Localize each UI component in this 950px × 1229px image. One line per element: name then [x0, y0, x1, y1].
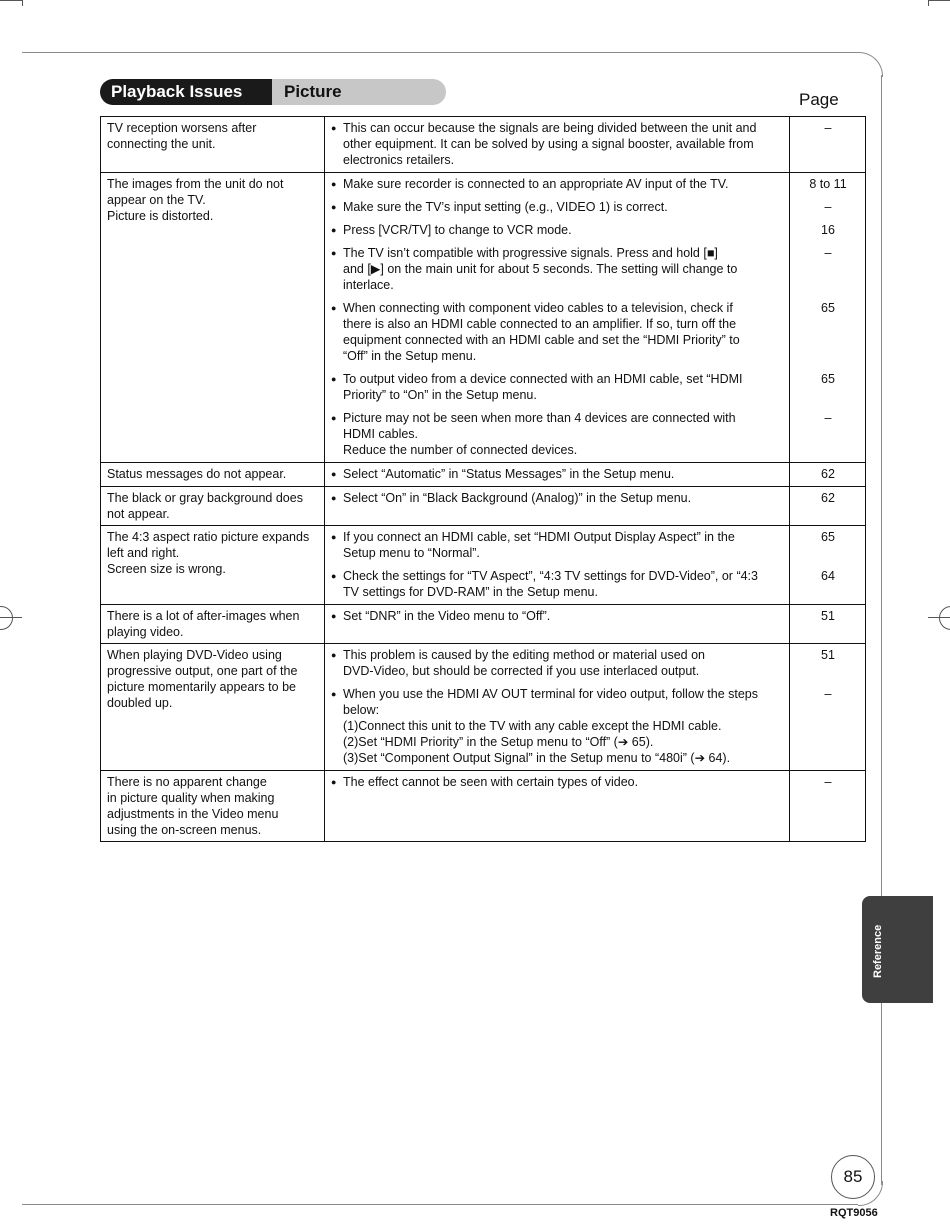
page-reference: 8 to 11	[809, 177, 847, 191]
issue-text: playing video.	[107, 625, 184, 639]
page-reference: 16	[821, 223, 835, 237]
page-reference: 65	[821, 372, 835, 386]
page-reference: 65	[821, 530, 835, 544]
issue-text: TV reception worsens after	[107, 121, 257, 135]
solution-text: (2)Set “HDMI Priority” in the Setup menu to “Off” (➔ 65).	[343, 735, 654, 749]
solution-item	[331, 120, 784, 168]
page-ref-cell	[790, 526, 866, 605]
solution-cell	[325, 771, 790, 842]
solution-item	[331, 300, 784, 364]
page-frame-corner	[858, 52, 883, 77]
crop-mark	[0, 0, 22, 1]
issue-text: picture momentarily appears to be	[107, 680, 296, 694]
issue-cell	[101, 463, 325, 487]
solution-text: TV settings for DVD-RAM” in the Setup menu.	[343, 585, 598, 599]
page-ref-cell	[790, 487, 866, 526]
solution-item	[331, 686, 784, 766]
solution-text: and [▶] on the main unit for about 5 seconds. The setting will change to	[343, 262, 738, 276]
page-reference: –	[824, 687, 832, 701]
troubleshooting-table-body	[101, 117, 866, 842]
solution-item	[331, 245, 784, 293]
solution-cell	[325, 117, 790, 173]
solution-item	[331, 608, 784, 624]
solution-text: ● To output video from a device connected with an HDMI cable, set “HDMI	[343, 372, 743, 386]
document-code: RQT9056	[830, 1207, 878, 1219]
page-column-label: Page	[799, 90, 839, 109]
issue-cell	[101, 605, 325, 644]
solution-text: ● Set “DNR” in the Video menu to “Off”.	[343, 609, 551, 623]
solution-text: equipment connected with an HDMI cable and set the “HDMI Priority” to	[343, 333, 740, 347]
solution-item	[331, 371, 784, 403]
page-reference: 62	[821, 491, 835, 505]
page-frame-right	[881, 75, 882, 1185]
table-row	[101, 117, 866, 173]
solution-item	[331, 199, 784, 215]
page-ref-cell	[790, 463, 866, 487]
troubleshooting-table	[100, 116, 866, 842]
solution-text: there is also an HDMI cable connected to an amplifier. If so, turn off the	[343, 317, 737, 331]
solution-text: ● This can occur because the signals are being divided between the unit and	[343, 121, 757, 135]
table-row	[101, 463, 866, 487]
page-ref-cell	[790, 605, 866, 644]
solution-text: ● If you connect an HDMI cable, set “HDMI Output Display Aspect” in the	[343, 530, 735, 544]
issue-text: The images from the unit do not	[107, 177, 284, 191]
solution-text: interlace.	[343, 278, 394, 292]
solution-cell	[325, 487, 790, 526]
issue-text: in picture quality when making	[107, 791, 275, 805]
solution-text: (1)Connect this unit to the TV with any cable except the HDMI cable.	[343, 719, 722, 733]
solution-text: ● The effect cannot be seen with certain types of video.	[343, 775, 639, 789]
solution-text: ● Select “Automatic” in “Status Messages” in the Setup menu.	[343, 467, 675, 481]
page-reference: –	[824, 121, 832, 135]
page-ref-cell	[790, 173, 866, 463]
issue-text: not appear.	[107, 507, 170, 521]
page-reference: 64	[821, 569, 835, 583]
page-reference: –	[824, 775, 832, 789]
solution-text: DVD-Video, but should be corrected if you use interlaced output.	[343, 664, 700, 678]
solution-item	[331, 647, 784, 679]
table-row	[101, 605, 866, 644]
solution-cell	[325, 605, 790, 644]
page-ref-cell	[790, 771, 866, 842]
issue-cell	[101, 644, 325, 771]
issue-text: progressive output, one part of the	[107, 664, 298, 678]
crop-mark	[928, 0, 950, 1]
issue-cell	[101, 173, 325, 463]
solution-text: (3)Set “Component Output Signal” in the Setup menu to “480i” (➔ 64).	[343, 751, 731, 765]
issue-text: connecting the unit.	[107, 137, 216, 151]
solution-text: ● Check the settings for “TV Aspect”, “4:3 TV settings for DVD-Video”, or “4:3	[343, 569, 758, 583]
solution-text: HDMI cables.	[343, 427, 419, 441]
issue-text: left and right.	[107, 546, 180, 560]
registration-mark-left	[0, 606, 13, 630]
solution-item	[331, 176, 784, 192]
reference-side-tab	[862, 896, 933, 1003]
page-ref-cell	[790, 644, 866, 771]
issue-text: adjustments in the Video menu	[107, 807, 279, 821]
solution-text: ● Make sure the TV’s input setting (e.g., VIDEO 1) is correct.	[343, 200, 668, 214]
solution-text: ● Picture may not be seen when more than 4 devices are connected with	[343, 411, 736, 425]
reference-side-tab-label: Reference	[872, 924, 884, 978]
solution-item	[331, 529, 784, 561]
solution-item	[331, 222, 784, 238]
solution-text: ● Select “On” in “Black Background (Analog)” in the Setup menu.	[343, 491, 692, 505]
page-reference: 62	[821, 467, 835, 481]
page-reference: –	[824, 246, 832, 260]
issue-text: There is a lot of after-images when	[107, 609, 300, 623]
page-ref-cell	[790, 117, 866, 173]
issue-cell	[101, 487, 325, 526]
issue-cell	[101, 117, 325, 173]
crop-mark	[22, 0, 23, 6]
solution-text: Reduce the number of connected devices.	[343, 443, 578, 457]
solution-text: ● When you use the HDMI AV OUT terminal for video output, follow the steps	[343, 687, 759, 701]
issue-text: using the on-screen menus.	[107, 823, 262, 837]
page-number: 85	[831, 1155, 875, 1199]
issue-text: appear on the TV.	[107, 193, 206, 207]
solution-text: “Off” in the Setup menu.	[343, 349, 477, 363]
issue-text: Picture is distorted.	[107, 209, 214, 223]
solution-text: ● The TV isn’t compatible with progressive signals. Press and hold [■]	[343, 246, 718, 260]
issue-text: doubled up.	[107, 696, 173, 710]
solution-text: Setup menu to “Normal”.	[343, 546, 480, 560]
page-reference: 65	[821, 301, 835, 315]
issue-text: Status messages do not appear.	[107, 467, 287, 481]
solution-text: ● When connecting with component video cables to a television, check if	[343, 301, 733, 315]
section-tab-playback-issues: Playback Issues	[100, 79, 272, 105]
issue-cell	[101, 526, 325, 605]
solution-text: below:	[343, 703, 380, 717]
solution-cell	[325, 526, 790, 605]
registration-mark-right	[939, 606, 950, 630]
table-row	[101, 526, 866, 605]
solution-item	[331, 410, 784, 458]
crop-mark	[928, 0, 929, 6]
issue-cell	[101, 771, 325, 842]
issue-text: The black or gray background does	[107, 491, 303, 505]
solution-item	[331, 466, 784, 482]
table-row	[101, 173, 866, 463]
solution-text: ● Make sure recorder is connected to an appropriate AV input of the TV.	[343, 177, 729, 191]
solution-text: other equipment. It can be solved by using a signal booster, available from	[343, 137, 754, 151]
page-reference: 51	[821, 648, 835, 662]
page-frame-top	[22, 52, 858, 53]
page-reference: 51	[821, 609, 835, 623]
solution-cell	[325, 463, 790, 487]
issue-text: Screen size is wrong.	[107, 562, 226, 576]
solution-cell	[325, 173, 790, 463]
solution-cell	[325, 644, 790, 771]
solution-text: electronics retailers.	[343, 153, 455, 167]
solution-text: Priority” to “On” in the Setup menu.	[343, 388, 537, 402]
issue-text: The 4:3 aspect ratio picture expands	[107, 530, 310, 544]
solution-item	[331, 490, 784, 506]
topic-tab-picture: Picture	[272, 79, 446, 105]
solution-item	[331, 568, 784, 600]
page-reference: –	[824, 411, 832, 425]
issue-text: There is no apparent change	[107, 775, 267, 789]
table-row	[101, 487, 866, 526]
solution-text: ● This problem is caused by the editing method or material used on	[343, 648, 705, 662]
issue-text: When playing DVD-Video using	[107, 648, 282, 662]
page-reference: –	[824, 200, 832, 214]
solution-item	[331, 774, 784, 790]
solution-text: ● Press [VCR/TV] to change to VCR mode.	[343, 223, 572, 237]
table-row	[101, 644, 866, 771]
table-row	[101, 771, 866, 842]
page-frame-bottom	[22, 1204, 858, 1205]
